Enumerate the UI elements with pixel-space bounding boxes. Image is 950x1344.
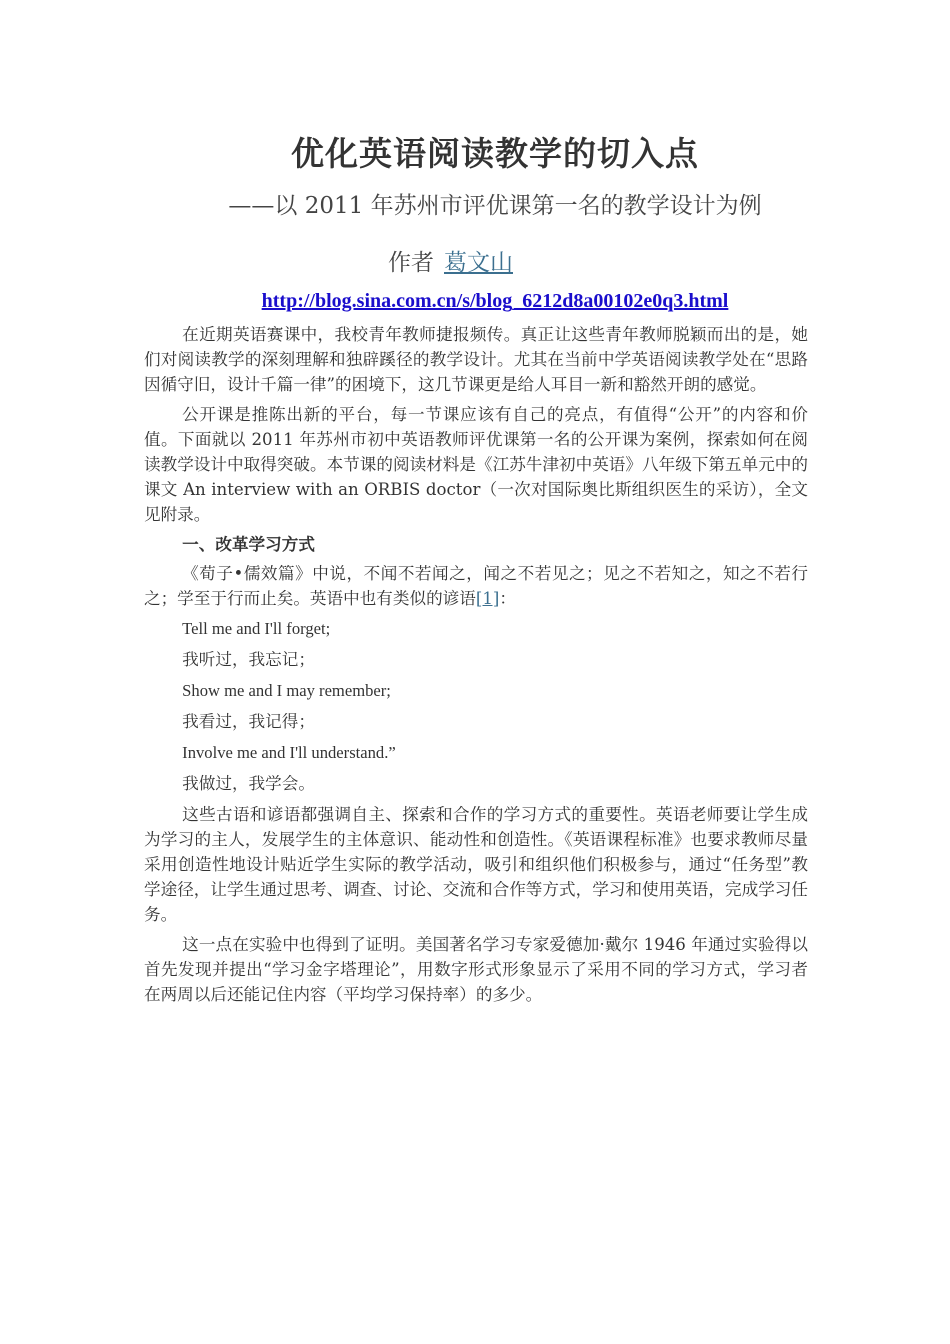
author-label: 作者 [388,250,434,276]
proverb-translation: 我做过，我学会。 [182,774,315,793]
paragraph-text: ： [499,589,516,608]
paragraph: 这些古语和谚语都强调自主、探索和合作的学习方式的重要性。英语老师要让学生成为学习的主人，发展学生的主体意识、能动性和创造性。《英语课程标准》也要求教师尽量采用创造性地设计贴近学生实际的教学活动，吸引和组织他们积极参与，通过“任务型”教学途径，让学生通过思考、调查、讨论、交流和合作等方式，学习和使用英语，完成学习任务。 [144,805,808,924]
proverb-line: Involve me and I'll understand.” [182,743,396,762]
paragraph: 公开课是推陈出新的平台，每一节课应该有自己的亮点，有值得“公开”的内容和价值。下面就以 2011 年苏州市初中英语教师评优课第一名的公开课为案例，探索如何在阅读教学设计中取得突破。本节课的阅读材料是《江苏牛津初中英语》八年级下第五单元中的课文 An interview with an ORBIS doctor（一次对国际奥比斯组织医生的采访），全文见附录。 [144,405,808,524]
paragraph: 在近期英语赛课中，我校青年教师捷报频传。真正让这些青年教师脱颖而出的是，她们对阅读教学的深刻理解和独辟蹊径的教学设计。尤其在当前中学英语阅读教学处在“思路因循守旧，设计千篇一律”的困境下，这几节课更是给人耳目一新和豁然开朗的感觉。 [144,325,808,394]
paragraph-text: 《荀子•儒效篇》中说，不闻不若闻之，闻之不若见之；见之不若知之，知之不若行之；学至于行而止矣。英语中也有类似的谚语 [144,564,808,608]
proverb-translation: 我听过，我忘记； [182,650,315,669]
author-line [388,244,513,277]
proverb-translation: 我看过，我记得； [182,712,315,731]
article-body [144,322,808,1012]
author-link[interactable]: 葛文山 [444,250,513,276]
source-url-link[interactable]: http://blog.sina.com.cn/s/blog_6212d8a00102e0q3.html [261,290,729,312]
paragraph [144,561,808,611]
section-heading: 一、改革学习方式 [182,534,315,554]
document-subtitle: ——以 2011 年苏州市评优课第一名的教学设计为例 [228,193,762,219]
proverb-line: Tell me and I'll forget; [182,619,331,638]
paragraph: 这一点在实验中也得到了证明。美国著名学习专家爱德加·戴尔 1946 年通过实验得以首先发现并提出“学习金字塔理论”，用数字形式形象显示了采用不同的学习方式，学习者在两周以后还能记住内容（平均学习保持率）的多少。 [144,935,808,1004]
proverb-line: Show me and I may remember; [182,681,391,700]
footnote-link[interactable]: [1] [475,589,500,608]
document-title: 优化英语阅读教学的切入点 [291,134,699,173]
